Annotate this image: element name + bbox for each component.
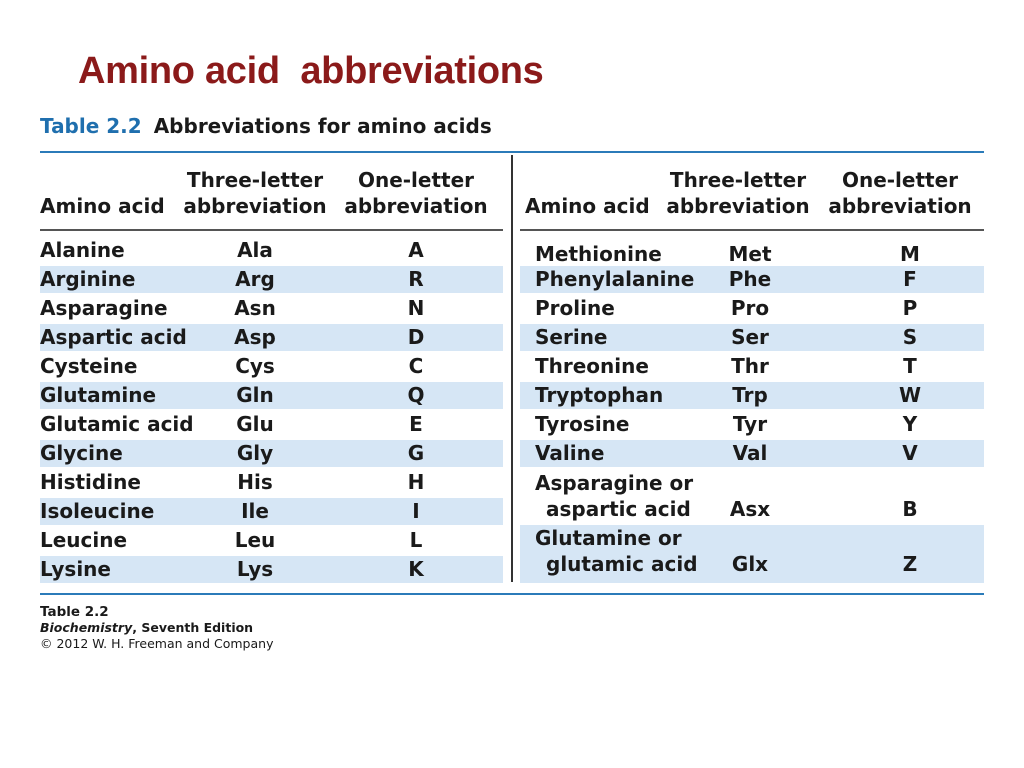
table-cell-one: L xyxy=(409,528,423,552)
table-cell-three: Trp xyxy=(732,383,768,407)
table-cell-three: Glu xyxy=(236,412,274,436)
table-cell-name: Cysteine xyxy=(40,354,138,378)
table-cell-name: Isoleucine xyxy=(40,499,155,523)
table-cell-three: Asx xyxy=(729,497,771,521)
table-cell-three: Met xyxy=(728,242,772,266)
table-cell-name: Phenylalanine xyxy=(535,267,695,291)
table-cell-name-line1: Glutamine or xyxy=(535,526,682,550)
right-header-one-letter xyxy=(820,167,980,219)
header-line: abbreviation xyxy=(344,194,488,218)
table-cell-name: Tyrosine xyxy=(535,412,630,436)
table-cell-one: Q xyxy=(407,383,425,407)
header-line: One-letter xyxy=(357,168,475,192)
table-cell-one: Y xyxy=(902,412,918,436)
table-cell-name: Arginine xyxy=(40,267,136,291)
table-cell-one: N xyxy=(407,296,425,320)
footer-book-line xyxy=(40,620,273,636)
right-header-three-letter xyxy=(658,167,818,219)
table-cell-three: Pro xyxy=(730,296,770,320)
table-cell-name: Proline xyxy=(535,296,615,320)
left-header-rule xyxy=(40,229,503,231)
table-cell-one: V xyxy=(902,441,918,465)
table-cell-three: Ala xyxy=(237,238,273,262)
table-cell-three: Thr xyxy=(731,354,769,378)
table-cell-three: Ser xyxy=(731,325,769,349)
table-cell-name: Glycine xyxy=(40,441,123,465)
table-cell-three: Phe xyxy=(728,267,772,291)
table-center-divider xyxy=(511,155,513,582)
table-cell-name: Tryptophan xyxy=(535,383,664,407)
table-cell-name-line2: aspartic acid xyxy=(546,497,691,521)
header-line: Three-letter xyxy=(186,168,324,192)
table-cell-three: Gly xyxy=(236,441,274,465)
table-cell-three: Cys xyxy=(235,354,275,378)
table-cell-name: Serine xyxy=(535,325,608,349)
table-cell-one: R xyxy=(408,267,424,291)
table-cell-name: Threonine xyxy=(535,354,649,378)
table-cell-name: Glutamine xyxy=(40,383,157,407)
table-cell-one: K xyxy=(408,557,424,581)
header-line: One-letter xyxy=(841,168,959,192)
header-line: abbreviation xyxy=(828,194,972,218)
table-cell-one: C xyxy=(408,354,424,378)
table-cell-three: Glx xyxy=(731,552,769,576)
table-caption xyxy=(40,114,492,138)
table-cell-one: B xyxy=(902,497,918,521)
table-cell-three: Arg xyxy=(235,267,275,291)
footer-copyright: © 2012 W. H. Freeman and Company xyxy=(40,636,274,651)
table-cell-three: Lys xyxy=(236,557,274,581)
footer-book-title: Biochemistry xyxy=(40,620,133,635)
footer-edition: , Seventh Edition xyxy=(132,620,254,635)
right-header-amino-acid: Amino acid xyxy=(525,194,650,218)
table-caption-text: Abbreviations for amino acids xyxy=(153,114,492,138)
table-cell-name: Aspartic acid xyxy=(40,325,187,349)
table-cell-name: Methionine xyxy=(535,242,662,266)
table-cell-three: Ile xyxy=(241,499,269,523)
table-cell-one: A xyxy=(408,238,424,262)
table-bottom-rule xyxy=(40,593,984,595)
header-line: abbreviation xyxy=(666,194,810,218)
table-cell-one: E xyxy=(409,412,423,436)
table-cell-three: Asn xyxy=(234,296,276,320)
table-cell-name: Glutamic acid xyxy=(40,412,194,436)
table-cell-three: Val xyxy=(732,441,768,465)
table-cell-name-line1: Asparagine or xyxy=(535,471,694,495)
left-header-three-letter xyxy=(175,167,335,219)
table-cell-name-line2: glutamic acid xyxy=(546,552,698,576)
footer-table-label: Table 2.2 xyxy=(40,604,109,620)
table-cell-three: Tyr xyxy=(732,412,768,436)
table-cell-one: M xyxy=(900,242,920,266)
table-cell-one: S xyxy=(902,325,918,349)
table-cell-three: Leu xyxy=(234,528,276,552)
table-cell-one: F xyxy=(903,267,917,291)
slide-title: Amino acid abbreviations xyxy=(78,50,544,92)
left-header-one-letter xyxy=(336,167,496,219)
table-cell-three: Asp xyxy=(234,325,276,349)
table-cell-one: D xyxy=(407,325,425,349)
right-header-rule xyxy=(520,229,984,231)
table-cell-one: Z xyxy=(902,552,918,576)
table-cell-one: W xyxy=(898,383,922,407)
header-line: Three-letter xyxy=(669,168,807,192)
table-number: Table 2.2 xyxy=(40,114,142,138)
table-cell-three: His xyxy=(237,470,273,494)
table-cell-three: Gln xyxy=(236,383,274,407)
table-source-credit xyxy=(40,604,273,652)
table-cell-one: I xyxy=(412,499,420,523)
table-top-rule xyxy=(40,151,984,153)
table-cell-name: Lysine xyxy=(40,557,111,581)
table-cell-one: G xyxy=(407,441,425,465)
left-header-amino-acid: Amino acid xyxy=(40,194,165,218)
table-cell-name: Valine xyxy=(535,441,605,465)
table-cell-name: Asparagine xyxy=(40,296,168,320)
table-cell-one: H xyxy=(407,470,425,494)
header-line: abbreviation xyxy=(183,194,327,218)
table-cell-one: T xyxy=(903,354,917,378)
table-cell-name: Alanine xyxy=(40,238,125,262)
table-cell-one: P xyxy=(902,296,918,320)
table-cell-name: Histidine xyxy=(40,470,141,494)
table-cell-name: Leucine xyxy=(40,528,128,552)
